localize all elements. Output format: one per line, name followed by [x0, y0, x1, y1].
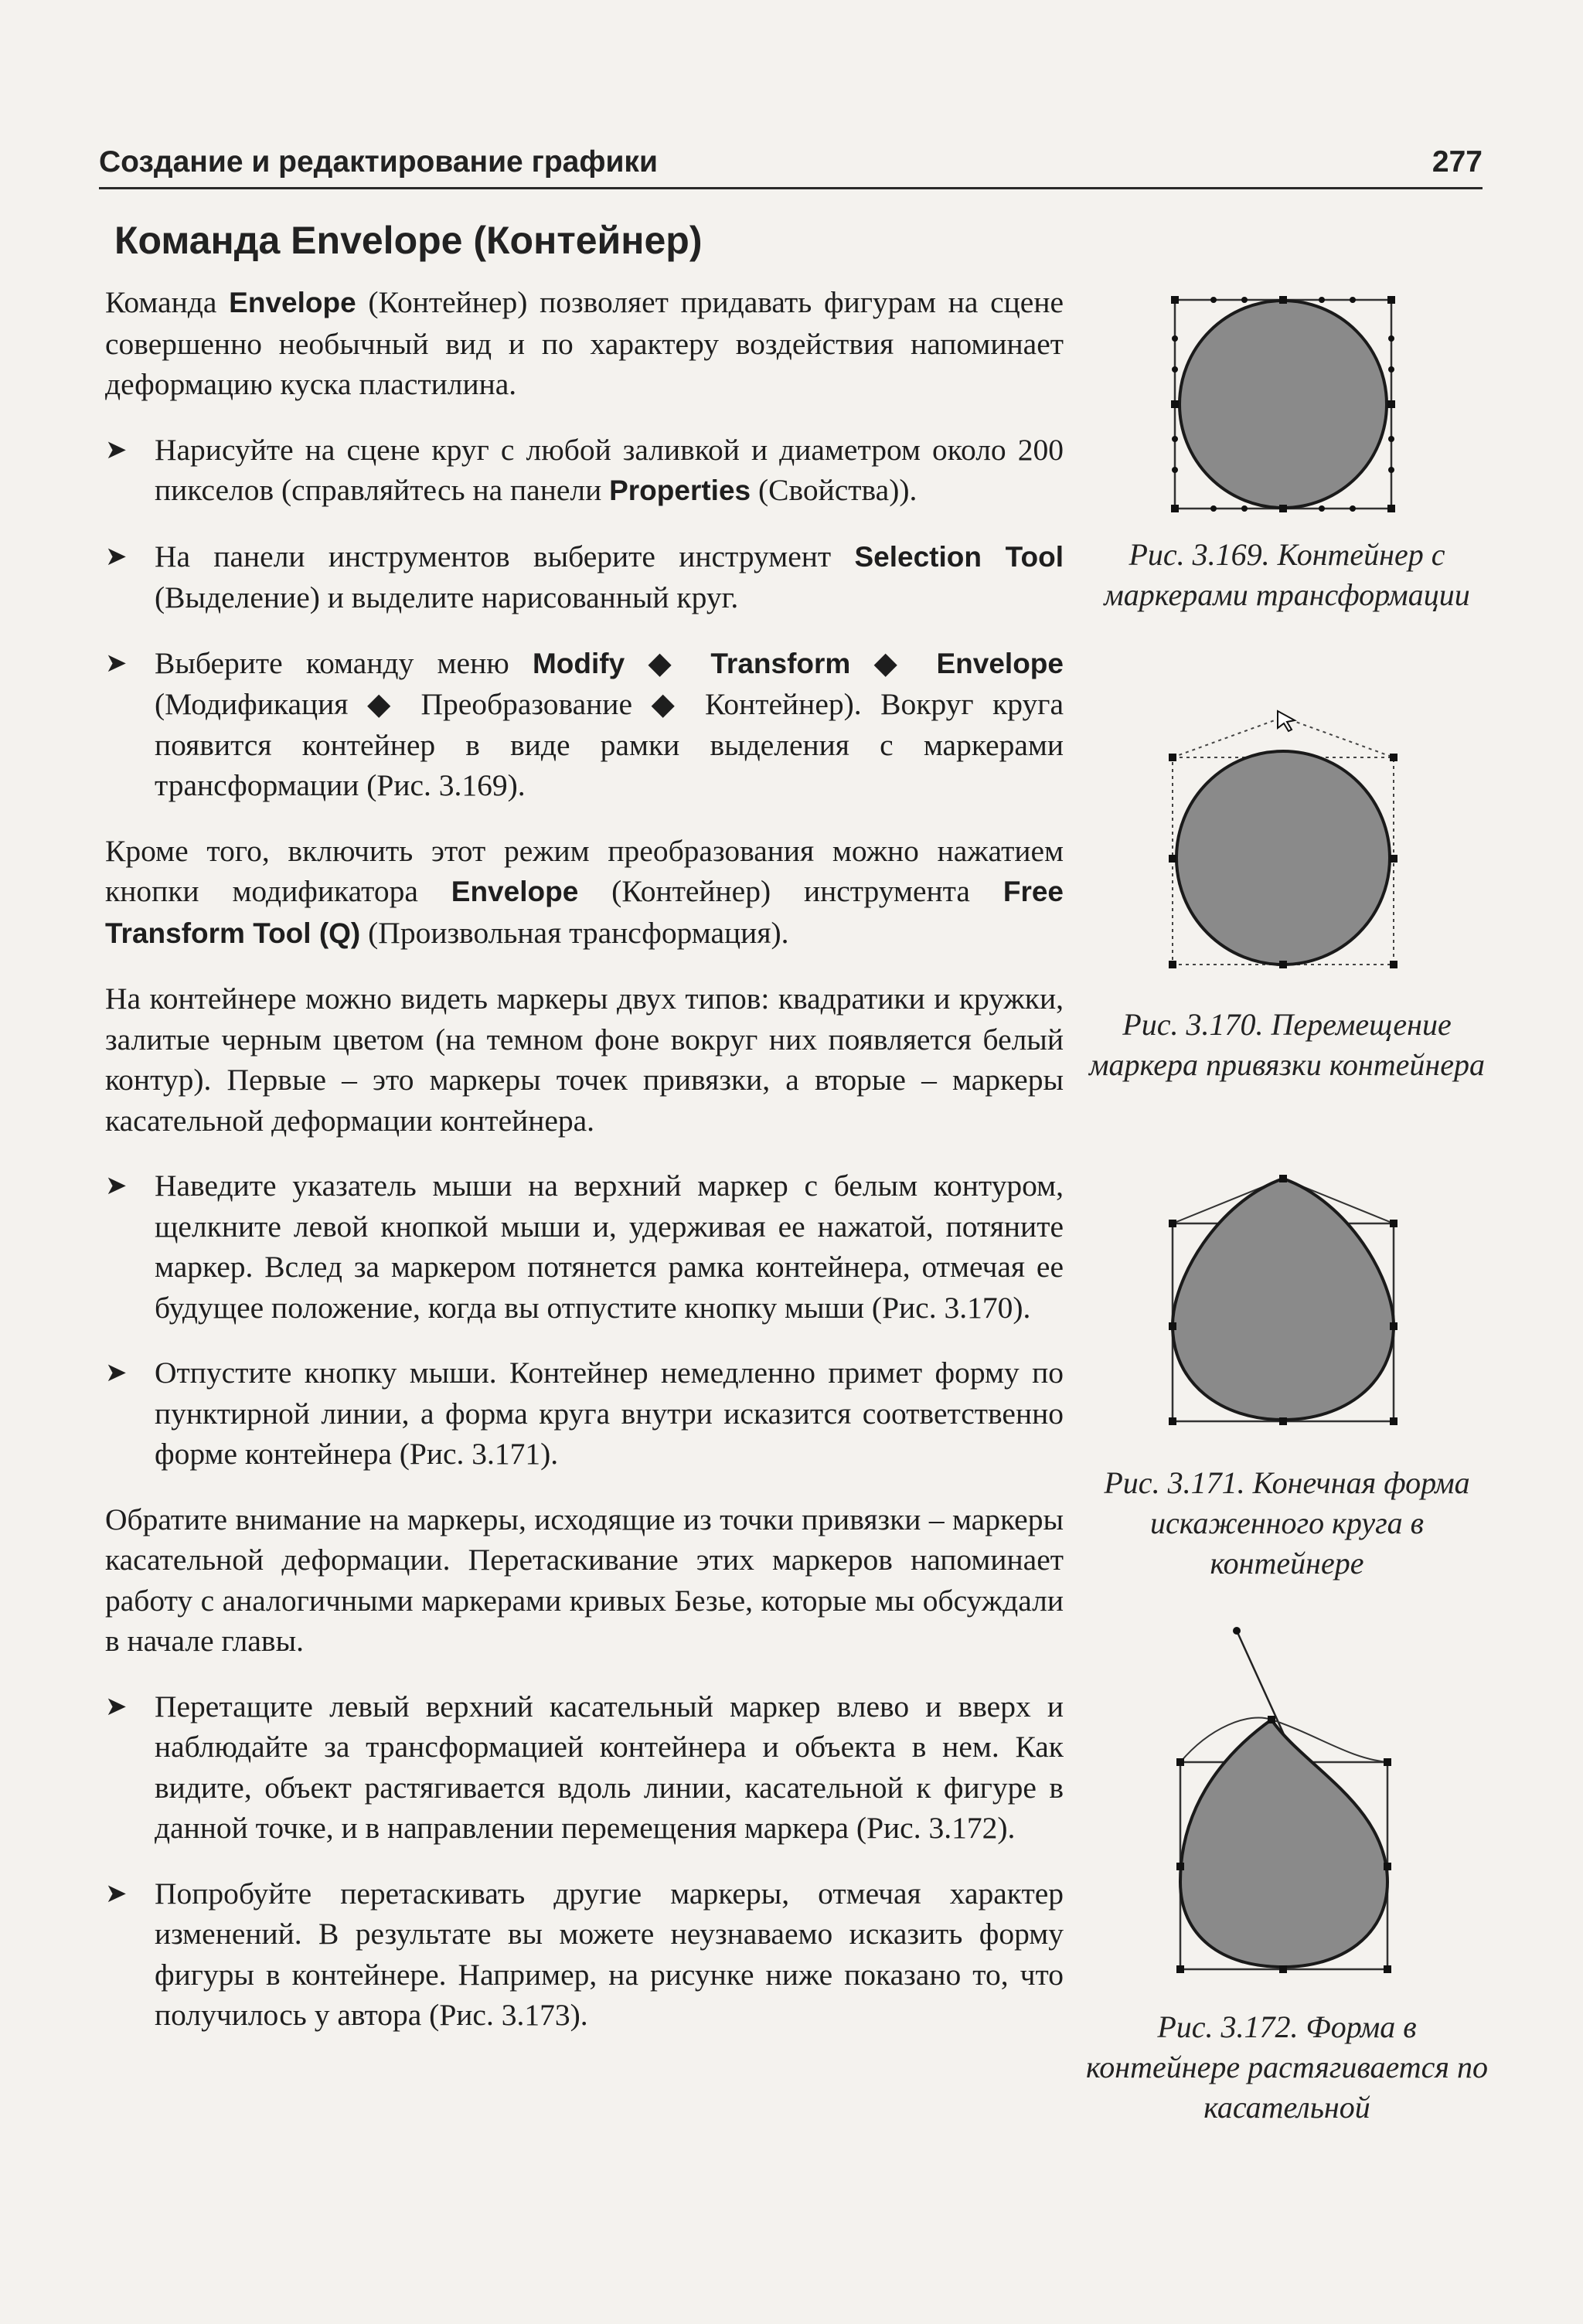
figure-3-170-dragged-anchor	[1163, 703, 1403, 970]
caption-figure-3-172: Рис. 3.172. Форма в контейнере растягивается по касательной	[1086, 2009, 1488, 2125]
bullet-arrow-icon: ➤	[105, 647, 128, 679]
paragraph-marker-types: На контейнере можно видеть маркеры двух типов: квадратики и кружки, залитые черным цветом (на темном фоне вокруг них появляется белый контур). Первые – это маркеры точек привязки, а вторые – маркеры касательной деформации контейнера.	[105, 982, 1064, 1138]
mouse-pointer-icon	[1278, 711, 1295, 731]
circle-shape	[1180, 301, 1387, 508]
circle-shape	[1176, 751, 1390, 965]
page-number: 277	[1432, 145, 1483, 179]
bullet-arrow-icon: ➤	[105, 434, 128, 465]
running-head-title: Создание и редактирование графики	[99, 145, 658, 179]
caption-figure-3-169: Рис. 3.169. Контейнер с маркерами трансформации	[1104, 537, 1470, 612]
caption-figure-3-170: Рис. 3.170. Перемещение маркера привязки контейнера	[1088, 1007, 1485, 1082]
caption-figure-3-171: Рис. 3.171. Конечная форма искаженного круга в контейнере	[1104, 1465, 1470, 1581]
paragraph-tangent-markers: Обратите внимание на маркеры, исходящие из точки привязки – маркеры касательной деформации. Перетаскивание этих маркеров напоминает работу с аналогичными маркерами кривых Безье, которые мы обсуждали в начале главы.	[105, 1502, 1064, 1658]
bullet-arrow-icon: ➤	[105, 1357, 128, 1388]
bullet-step-5: ➤ Отпустите кнопку мыши. Контейнер немедленно примет форму по пунктирной линии, а форма круга внутри исказится соответственно форме контейнера (Рис. 3.171).	[105, 1353, 1064, 1475]
bullet-step-6: ➤ Перетащите левый верхний касательный маркер влево и вверх и наблюдайте за трансформацией контейнера и объекта в нем. Как видите, объект растягивается вдоль линии, касательной к фигуре в данной точке, и в направлении перемещения маркера (Рис. 3.172).	[105, 1686, 1064, 1849]
bullet-step-2: ➤ На панели инструментов выберите инструмент Selection Tool (Выделение) и выделите нарисованный круг.	[105, 536, 1064, 618]
bullet-arrow-icon: ➤	[105, 1877, 128, 1909]
teardrop-shape	[1173, 1179, 1394, 1420]
figure-3-169-circle-container	[1167, 292, 1399, 516]
bullet-arrow-icon: ➤	[105, 540, 128, 572]
header-rule	[99, 187, 1483, 189]
section-title: Команда Envelope (Контейнер)	[114, 219, 703, 262]
bullet-arrow-icon: ➤	[105, 1170, 128, 1201]
stretched-shape	[1180, 1720, 1387, 1967]
main-text-column	[105, 282, 1064, 2060]
paragraph-intro: Команда Envelope (Контейнер) позволяет придавать фигурам на сцене совершенно необычный вид и по характеру воздействия напоминает деформацию куска пластилина.	[105, 285, 1064, 401]
bullet-step-7: ➤ Попробуйте перетаскивать другие маркеры, отмечая характер изменений. В результате вы можете неузнаваемо исказить форму фигуры в контейнере. Например, на рисунке ниже показано то, что получилось у автора (Рис. 3.173).	[105, 1873, 1064, 2036]
bullet-step-3: ➤ Выберите команду меню Modify ◆ Transform ◆ Envelope (Модификация ◆ Преобразование ◆ Контейнер). Вокруг круга появится контейнер в виде рамки выделения с маркерами трансформации (Рис. 3.169).	[105, 643, 1064, 806]
running-head	[99, 145, 1483, 192]
bullet-step-1: ➤ Нарисуйте на сцене круг с любой заливкой и диаметром около 200 пикселов (справляйтесь на панели Properties (Свойства)).	[105, 430, 1064, 512]
bullet-arrow-icon: ➤	[105, 1690, 128, 1722]
bullet-step-4: ➤ Наведите указатель мыши на верхний маркер с белым контуром, щелкните левой кнопкой мыши и, удерживая ее нажатой, потяните маркер. Вслед за маркером потянется рамка контейнера, отмечая ее будущее положение, когда вы отпустите кнопку мыши (Рис. 3.170).	[105, 1165, 1064, 1328]
figure-3-171-teardrop	[1163, 1171, 1403, 1426]
tangent-marker	[1233, 1627, 1241, 1635]
figure-3-172-stretched-shape	[1163, 1627, 1403, 1975]
paragraph-modifier: Кроме того, включить этот режим преобразования можно нажатием кнопки модификатора Envelope (Контейнер) инструмента Free Transform Tool (Q) (Произвольная трансформация).	[105, 833, 1064, 950]
